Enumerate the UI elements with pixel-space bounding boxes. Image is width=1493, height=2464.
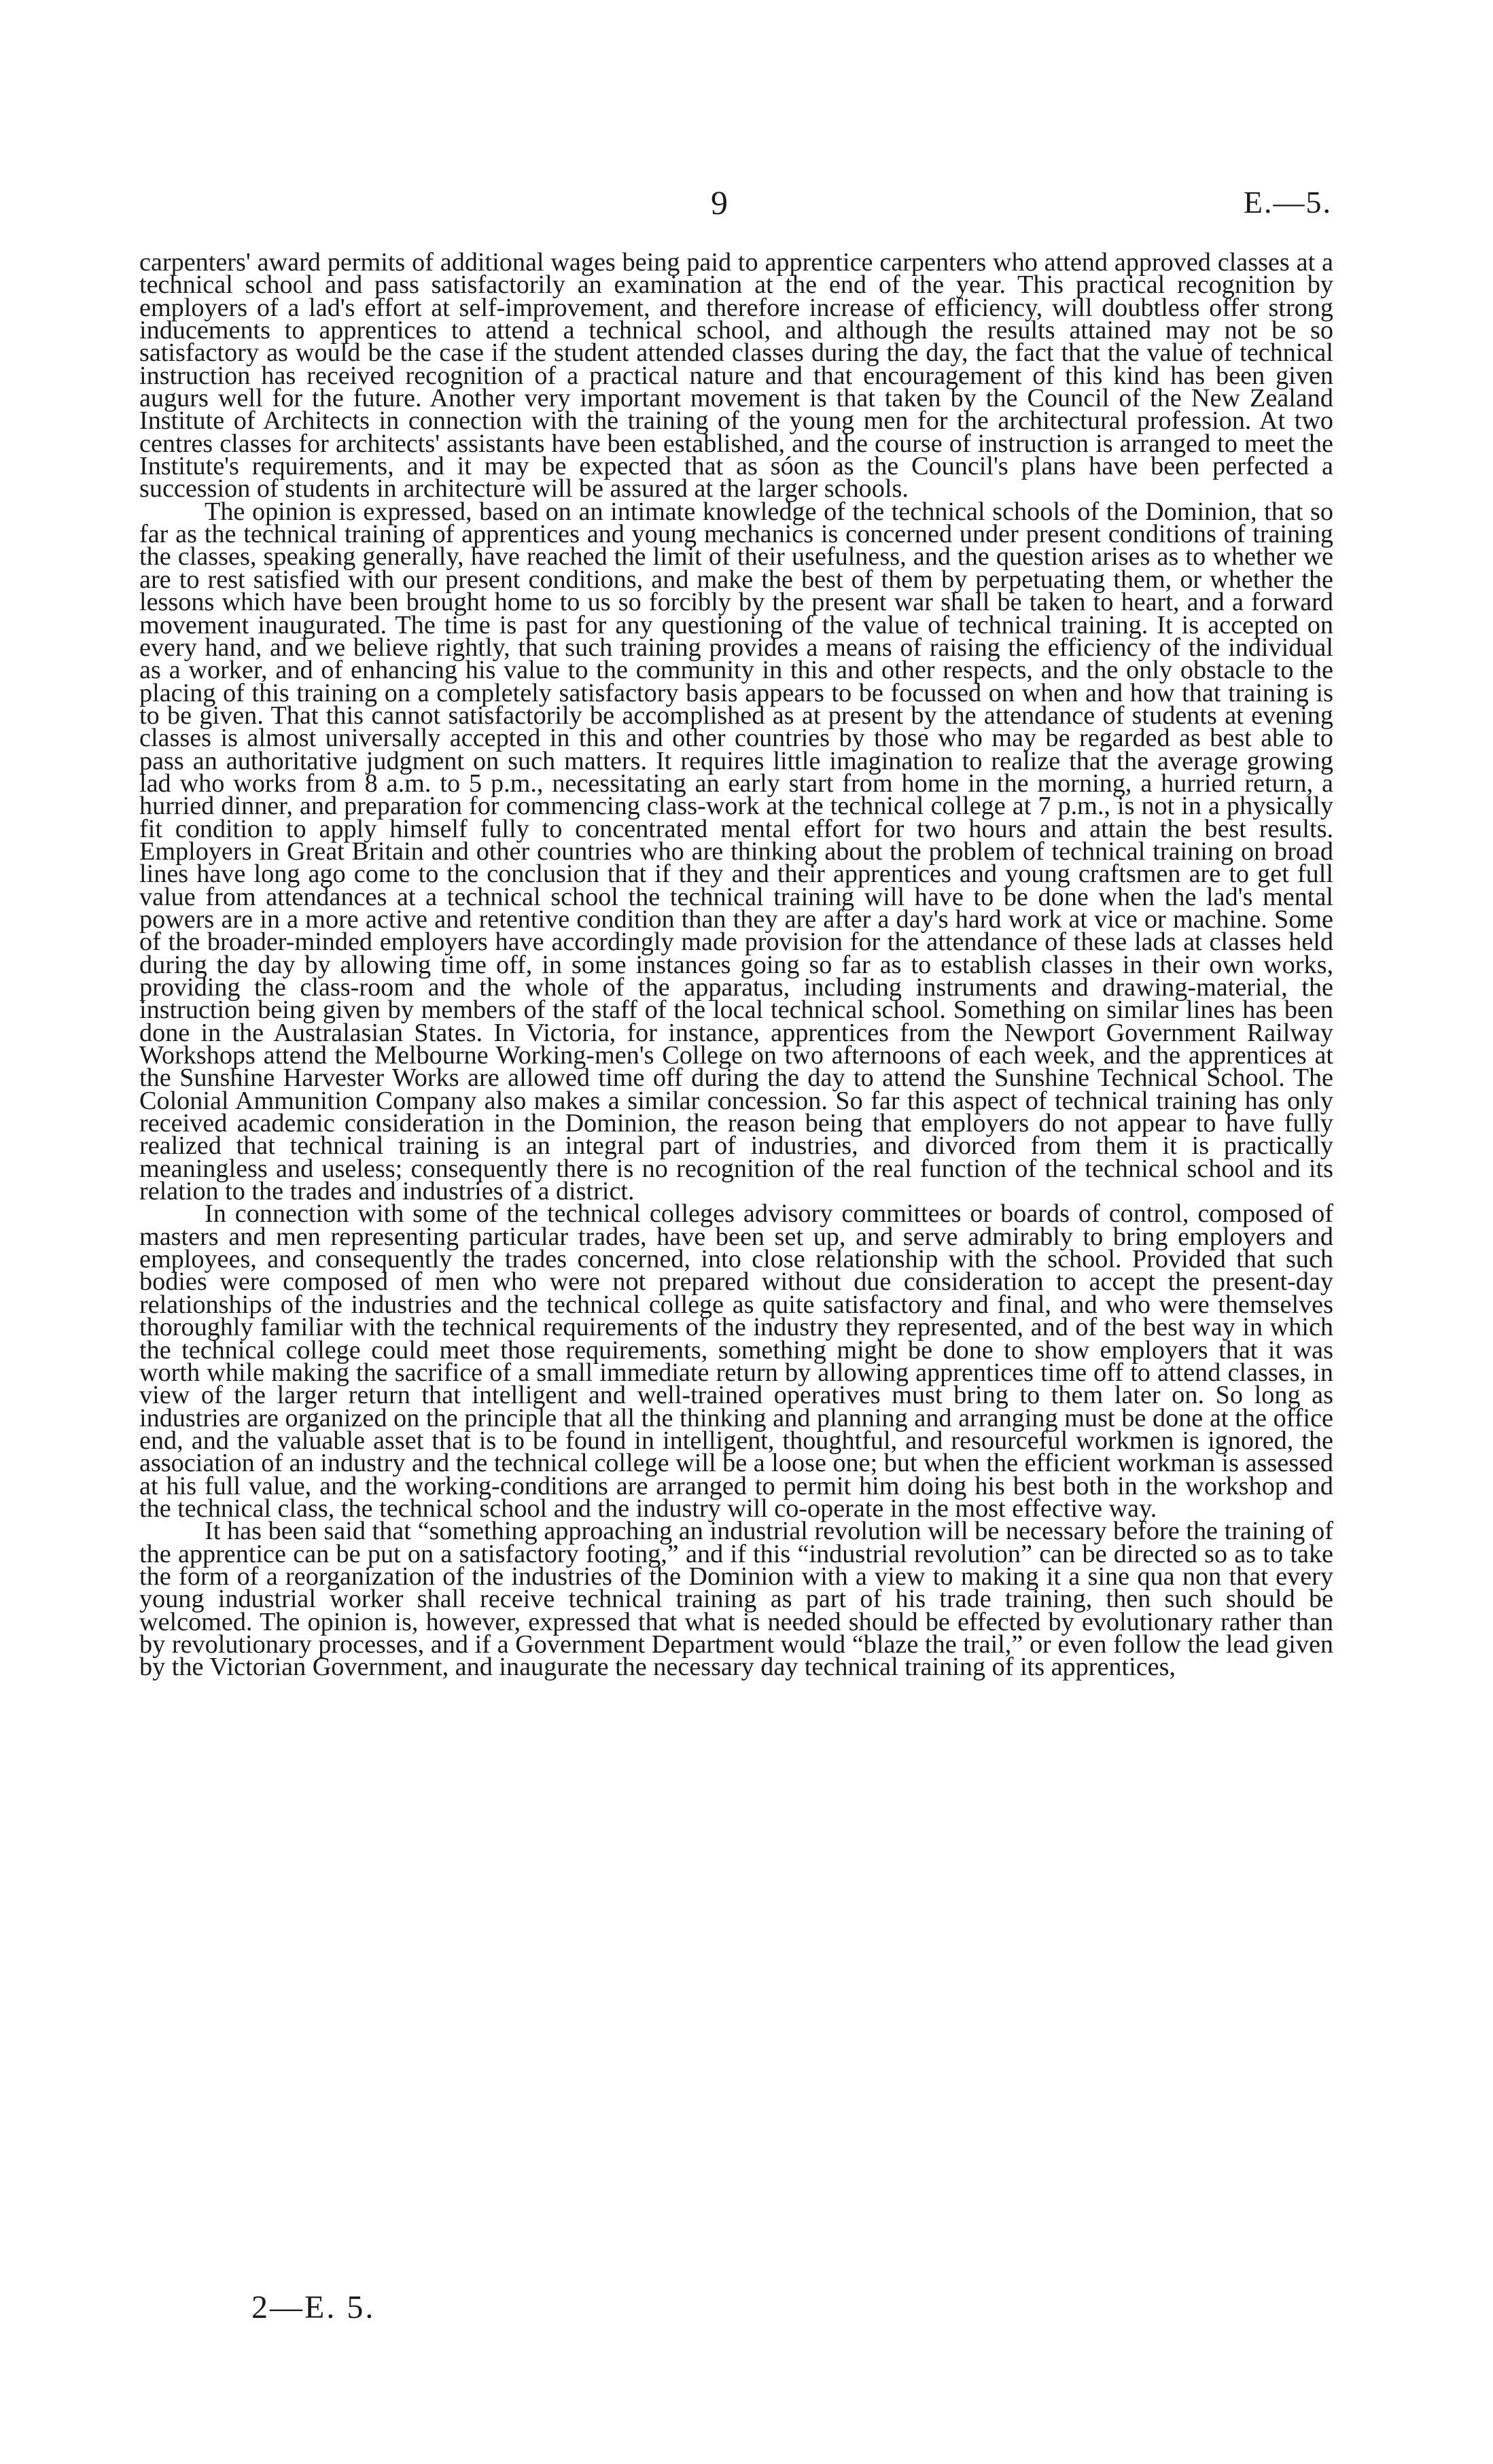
paragraph: The opinion is expressed, based on an intimate knowledge of the technical schools of the Dominion, that so far as the technical training of apprentices and young mechanics is concerned under present conditions of training the classes, speaking generally, have reached the limit of their usefulness, and the question arises as to whether we are to rest satisfied with our present conditions, and make the best of them by perpetuating them, or whether the lessons which have been brought home to us so forcibly by the present war shall be taken to heart, and a forward movement inaugurated. The time is past for any questioning of the value of technical training. It is accepted on every hand, and we believe rightly, that such training provides a means of raising the efficiency of the individual as a worker, and of enhancing his value to the community in this and other respects, and the only obstacle to the placing of this training on a completely satisfactory basis appears to be focussed on when and how that training is to be given. That this cannot satisfactorily be accomplished as at present by the attendance of students at evening classes is almost universally accepted in this and other countries by those who may be regarded as best able to pass an authoritative judgment on such matters. It requires little imagination to realize that the average growing lad who works from 8 a.m. to 5 p.m., necessitating an early start from home in the morning, a hurried return, a hurried dinner, and preparation for commencing class-work at the technical college at 7 p.m., is not in a physically fit condition to apply himself fully to concentrated mental effort for two hours and attain the best results. Employers in Great Britain and other countries who are thinking about the problem of technical training on broad lines have long ago come to the conclusion that if they and their apprentices and young craftsmen are to get full value from attendances at a technical school the technical training will have to be done when the lad's mental powers are in a more active and retentive condition than they are after a day's hard work at vice or machine. Some of the broader-minded employers have accordingly made provision for the attendance of these lads at classes held during the day by allowing time off, in some instances going so far as to establish classes in their own works, providing the class-room and the whole of the apparatus, including instruments and drawing-material, the instruction being given by members of the staff of the local technical school. Something on similar lines has been done in the Australasian States. In Victoria, for instance, apprentices from the Newport Government Railway Workshops attend the Melbourne Working-men's College on two afternoons of each week, and the apprentices at the Sunshine Harvester Works are allowed time off during the day to attend the Sunshine Technical School. The Colonial Ammunition Company also makes a similar concession. So far this aspect of technical training has only received academic consideration in the Dominion, the reason being that employers do not appear to have fully realized that technical training is an integral part of industries, and divorced from them it is practically meaningless and useless; consequently there is no recognition of the real function of the technical school and its relation to the trades and industries of a district. [139,497,1333,1206]
paragraph: carpenters' award permits of additional wages being paid to apprentice carpenters who attend approved classes at a technical school and pass satisfactorily an examination at the end of the year. This practical recognition by employers of a lad's effort at self-improvement, and therefore increase of efficiency, will doubtless offer strong inducements to apprentices to attend a technical school, and although the results attained may not be so satisfactory as would be the case if the student attended classes during the day, the fact that the value of technical instruction has received recognition of a practical nature and that encouragement of this kind has been given augurs well for the future. Another very important movement is that taken by the Council of the New Zealand Institute of Architects in connection with the training of the young men for the architectural profession. At two centres classes for architects' assistants have been established, and the course of instruction is arranged to meet the Institute's requirements, and it may be expected that as sóon as the Council's plans have been perfected a succession of students in architecture will be assured at the larger schools. [139,248,1333,504]
document-reference: E.—5. [1243,185,1332,219]
page-number: 9 [711,183,728,222]
paragraph: It has been said that “something approaching an industrial revolution will be necessary before the training of the apprentice can be put on a satisfactory footing,” and if this “industrial revolution” can be directed so as to take the form of a reorganization of the industries of the Dominion with a view to making it a sine qua non that every young industrial worker shall receive technical training as part of his trade training, then such should be welcomed. The opinion is, however, expressed that what is needed should be effected by evolutionary rather than by revolutionary processes, and if a Government Department would “blaze the trail,” or even follow the lead given by the Victorian Government, and inaugurate the necessary day technical training of its apprentices, [139,1517,1333,1682]
paragraph: In connection with some of the technical colleges advisory committees or boards of control, composed of masters and men representing particular trades, have been set up, and serve admirably to bring employers and employees, and consequently the trades concerned, into close relationship with the school. Provided that such bodies were composed of men who were not prepared without due consideration to accept the present-day relationships of the industries and the technical college as quite satisfactory and final, and who were themselves thoroughly familiar with the technical requirements of the industry they represented, and of the best way in which the technical college could meet those requirements, something might be done to show employers that it was worth while making the sacrifice of a small immediate return by allowing apprentices time off to attend classes, in view of the larger return that intelligent and well-trained operatives must bring to them later on. So long as industries are organized on the principle that all the thinking and planning and arranging must be done at the office end, and the valuable asset that is to be found in intelligent, thoughtful, and resourceful workmen is ignored, the association of an industry and the technical college will be a loose one; but when the efficient workman is assessed at his full value, and the working-conditions are arranged to permit him doing his best both in the workshop and the technical class, the technical school and the industry will co-operate in the most effective way. [139,1199,1333,1523]
printer-signature: 2—E. 5. [251,2289,376,2325]
page-header [0,182,1493,223]
body-text [139,248,1333,1682]
